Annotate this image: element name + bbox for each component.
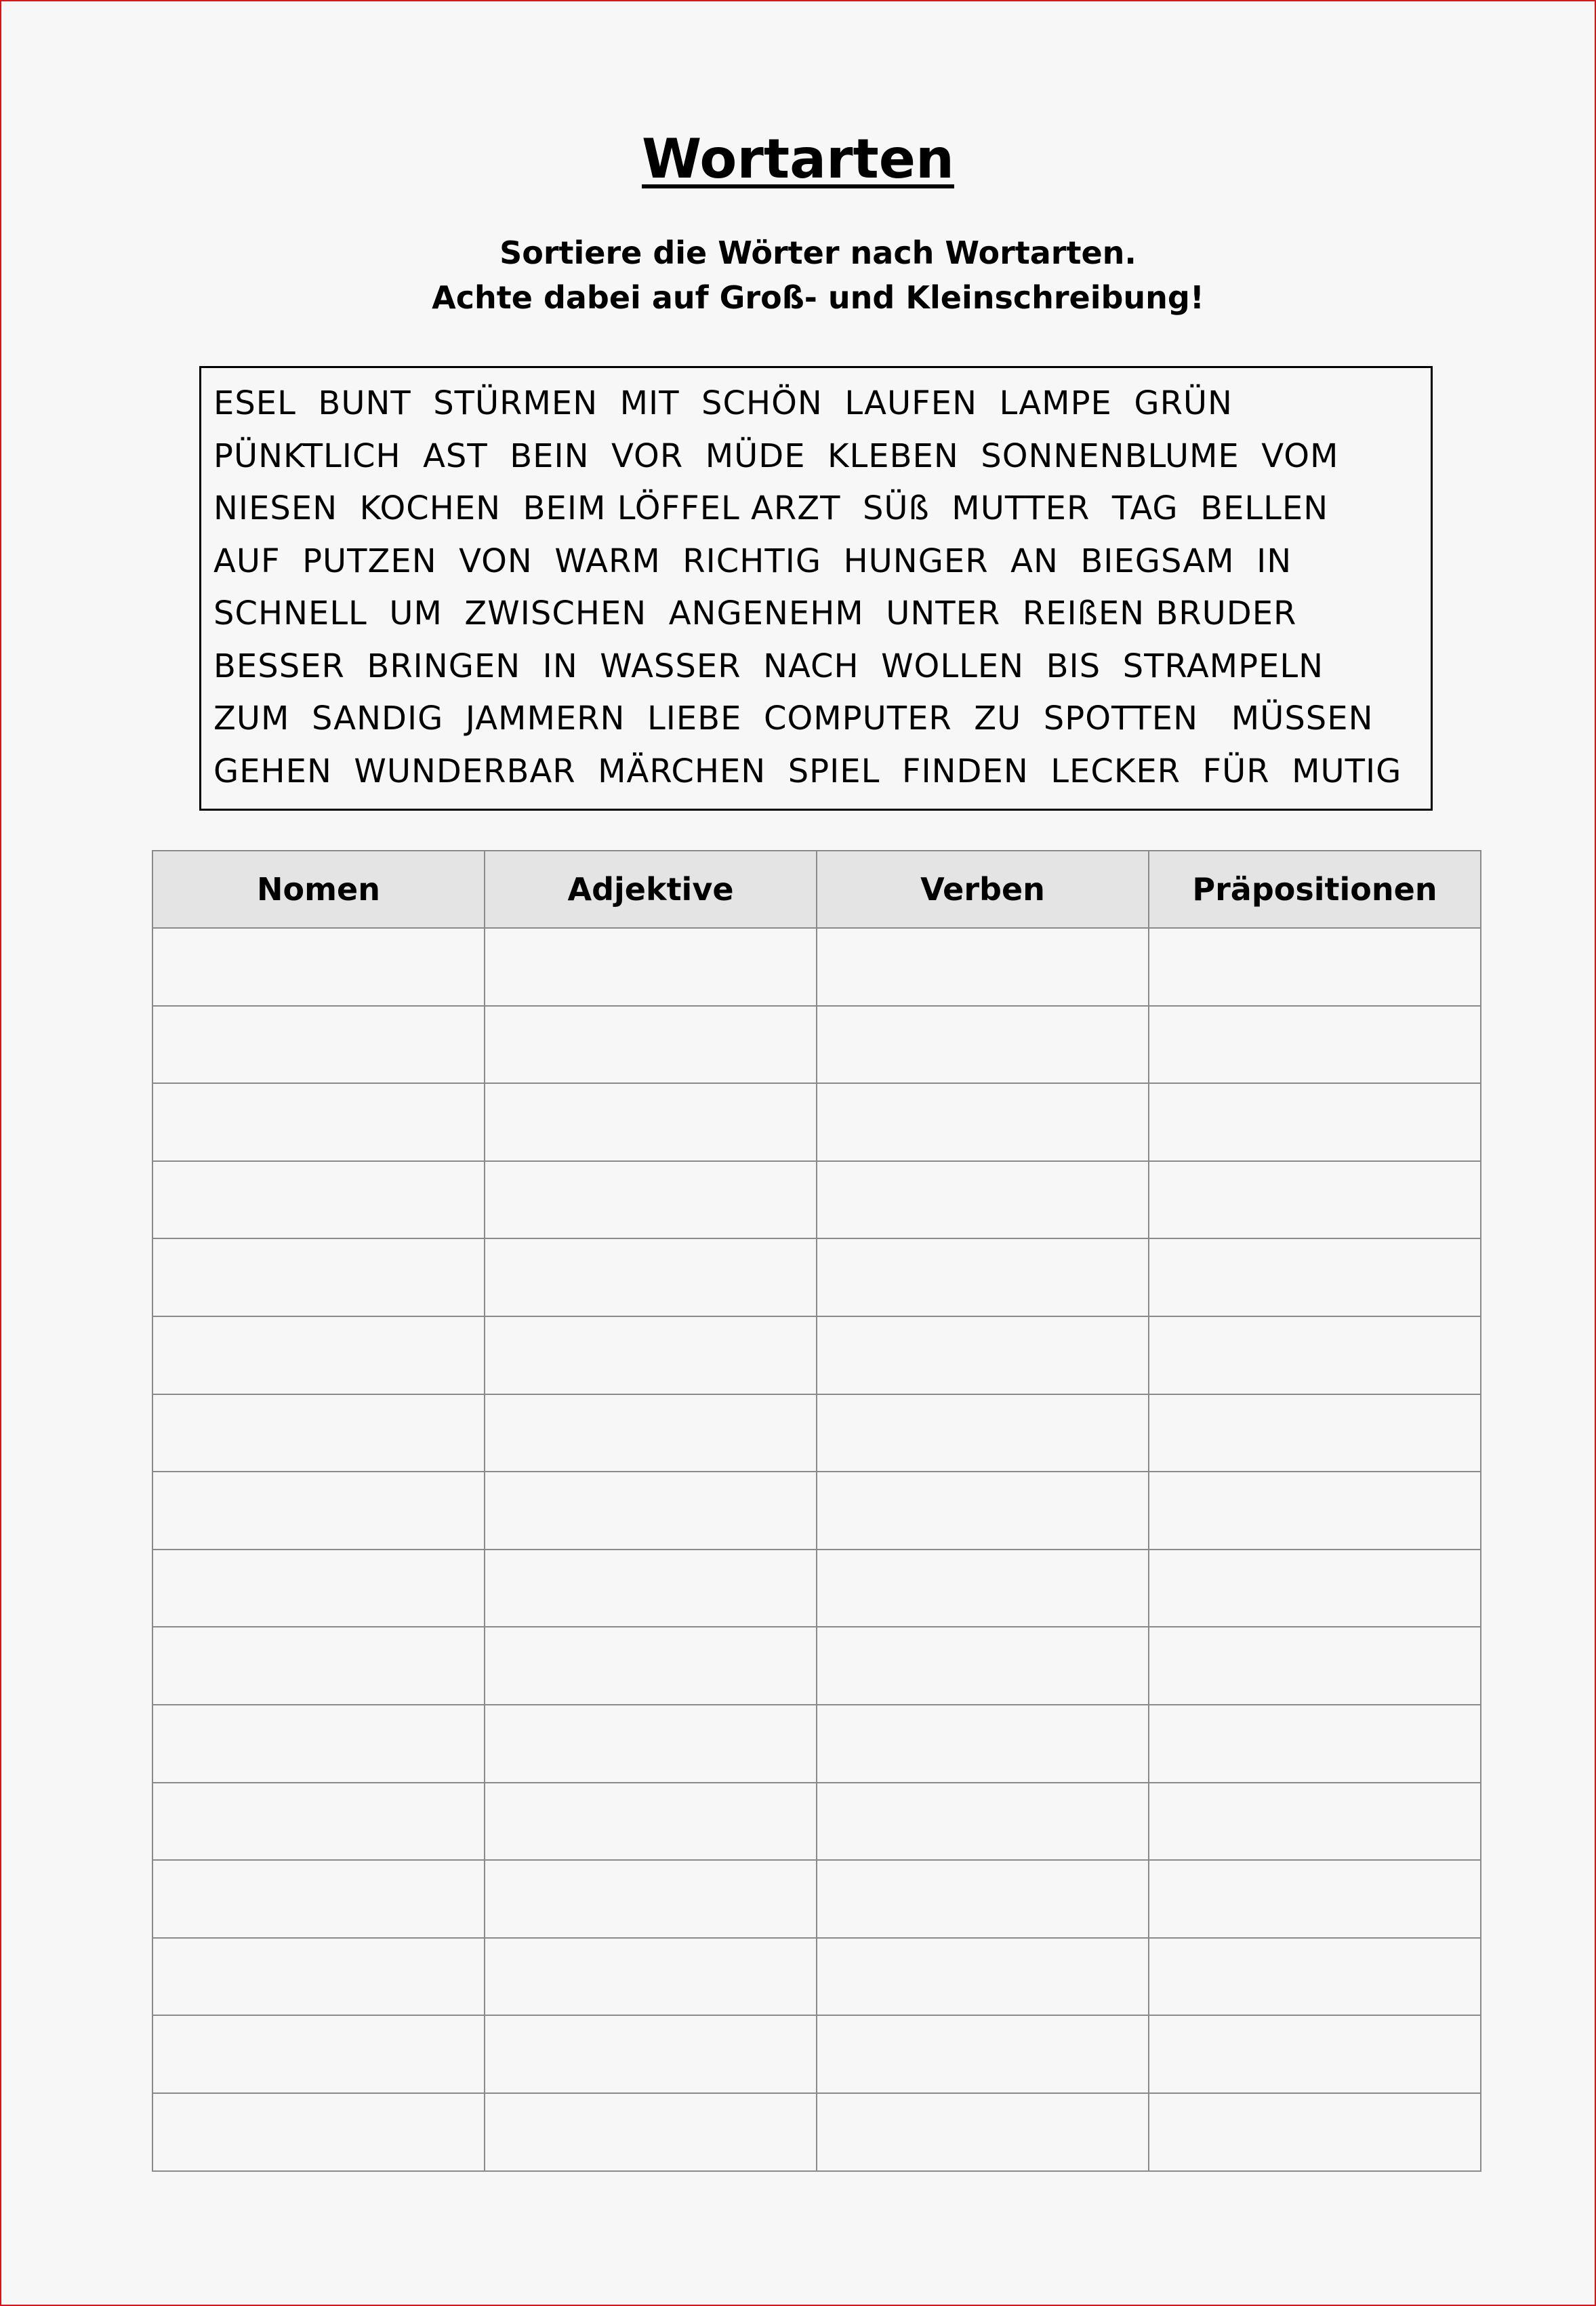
answer-cell[interactable] — [485, 1083, 817, 1161]
answer-cell[interactable] — [152, 1938, 485, 2016]
table-row — [152, 1783, 1481, 1861]
column-header-verben: Verben — [817, 851, 1149, 928]
answer-cell[interactable] — [1149, 1860, 1481, 1938]
answer-cell[interactable] — [817, 1083, 1149, 1161]
answer-cell[interactable] — [152, 1705, 485, 1783]
answer-cell[interactable] — [817, 1550, 1149, 1627]
word-line: ESEL BUNT STÜRMEN MIT SCHÖN LAUFEN LAMPE GRÜN — [213, 384, 1233, 422]
answer-cell[interactable] — [485, 1938, 817, 2016]
word-bank — [199, 366, 1433, 811]
table-row — [152, 2093, 1481, 2171]
answer-cell[interactable] — [152, 2015, 485, 2093]
answer-cell[interactable] — [152, 1550, 485, 1627]
answer-cell[interactable] — [485, 1238, 817, 1316]
answer-cell[interactable] — [817, 1938, 1149, 2016]
word-line: SCHNELL UM ZWISCHEN ANGENEHM UNTER REIßEN BRUDER — [213, 594, 1297, 632]
answer-cell[interactable] — [485, 1705, 817, 1783]
answer-cell[interactable] — [485, 1006, 817, 1084]
answer-cell[interactable] — [485, 1627, 817, 1705]
answer-cell[interactable] — [485, 1860, 817, 1938]
answer-cell[interactable] — [817, 1472, 1149, 1550]
table-row — [152, 1006, 1481, 1084]
answer-cell[interactable] — [1149, 2093, 1481, 2171]
answer-cell[interactable] — [1149, 1783, 1481, 1861]
table-row — [152, 1550, 1481, 1627]
answer-cell[interactable] — [1149, 2015, 1481, 2093]
answer-cell[interactable] — [1149, 1472, 1481, 1550]
answer-cell[interactable] — [485, 1472, 817, 1550]
answer-cell[interactable] — [817, 1705, 1149, 1783]
table-row — [152, 1938, 1481, 2016]
column-header-adjektive: Adjektive — [485, 851, 817, 928]
answer-cell[interactable] — [152, 1161, 485, 1239]
answer-cell[interactable] — [1149, 1938, 1481, 2016]
answer-cell[interactable] — [817, 2015, 1149, 2093]
table-row — [152, 2015, 1481, 2093]
answer-cell[interactable] — [817, 1394, 1149, 1472]
table-row — [152, 1238, 1481, 1316]
answer-cell[interactable] — [152, 2093, 485, 2171]
answer-cell[interactable] — [152, 928, 485, 1006]
table-body — [152, 928, 1481, 2171]
answer-cell[interactable] — [152, 1472, 485, 1550]
answer-cell[interactable] — [817, 928, 1149, 1006]
answer-cell[interactable] — [1149, 1083, 1481, 1161]
answer-cell[interactable] — [152, 1316, 485, 1394]
sorting-table — [152, 850, 1481, 2172]
answer-cell[interactable] — [485, 1394, 817, 1472]
answer-cell[interactable] — [1149, 1627, 1481, 1705]
table-row — [152, 1627, 1481, 1705]
worksheet-title: Wortarten — [642, 127, 954, 190]
answer-cell[interactable] — [817, 1316, 1149, 1394]
table-row — [152, 1083, 1481, 1161]
answer-cell[interactable] — [817, 2093, 1149, 2171]
answer-cell[interactable] — [485, 2093, 817, 2171]
answer-cell[interactable] — [485, 1161, 817, 1239]
answer-cell[interactable] — [1149, 1316, 1481, 1394]
answer-cell[interactable] — [817, 1238, 1149, 1316]
word-line: BESSER BRINGEN IN WASSER NACH WOLLEN BIS STRAMPELN — [213, 647, 1324, 685]
answer-cell[interactable] — [817, 1161, 1149, 1239]
answer-cell[interactable] — [485, 1550, 817, 1627]
answer-cell[interactable] — [1149, 1161, 1481, 1239]
column-header-praepositionen: Präpositionen — [1149, 851, 1481, 928]
word-line: ZUM SANDIG JAMMERN LIEBE COMPUTER ZU SPOTTEN MÜSSEN — [213, 700, 1374, 737]
answer-cell[interactable] — [152, 1860, 485, 1938]
word-line: PÜNKTLICH AST BEIN VOR MÜDE KLEBEN SONNENBLUME VOM — [213, 437, 1339, 475]
answer-cell[interactable] — [1149, 1550, 1481, 1627]
word-line: NIESEN KOCHEN BEIM LÖFFEL ARZT SÜß MUTTER TAG BELLEN — [213, 489, 1329, 527]
answer-cell[interactable] — [152, 1083, 485, 1161]
table-row — [152, 1705, 1481, 1783]
word-line: AUF PUTZEN VON WARM RICHTIG HUNGER AN BIEGSAM IN — [213, 542, 1292, 580]
word-line: GEHEN WUNDERBAR MÄRCHEN SPIEL FINDEN LECKER FÜR MUTIG — [213, 752, 1402, 790]
answer-cell[interactable] — [152, 1006, 485, 1084]
answer-cell[interactable] — [485, 2015, 817, 2093]
answer-cell[interactable] — [152, 1238, 485, 1316]
column-header-nomen: Nomen — [152, 851, 485, 928]
instructions — [0, 230, 1596, 320]
table-header-row — [152, 851, 1481, 928]
answer-cell[interactable] — [485, 1316, 817, 1394]
answer-cell[interactable] — [1149, 1705, 1481, 1783]
answer-cell[interactable] — [817, 1783, 1149, 1861]
answer-cell[interactable] — [485, 928, 817, 1006]
answer-cell[interactable] — [817, 1860, 1149, 1938]
answer-cell[interactable] — [1149, 1238, 1481, 1316]
table-row — [152, 1394, 1481, 1472]
answer-cell[interactable] — [152, 1627, 485, 1705]
answer-cell[interactable] — [1149, 928, 1481, 1006]
answer-cell[interactable] — [152, 1783, 485, 1861]
answer-cell[interactable] — [485, 1783, 817, 1861]
answer-cell[interactable] — [1149, 1006, 1481, 1084]
answer-cell[interactable] — [1149, 1394, 1481, 1472]
table-row — [152, 928, 1481, 1006]
instruction-line-1: Sortiere die Wörter nach Wortarten. — [499, 235, 1137, 271]
table-row — [152, 1161, 1481, 1239]
answer-cell[interactable] — [817, 1627, 1149, 1705]
instruction-line-2: Achte dabei auf Groß- und Kleinschreibung! — [432, 279, 1204, 316]
answer-cell[interactable] — [817, 1006, 1149, 1084]
table-row — [152, 1472, 1481, 1550]
table-row — [152, 1316, 1481, 1394]
answer-cell[interactable] — [152, 1394, 485, 1472]
table-row — [152, 1860, 1481, 1938]
